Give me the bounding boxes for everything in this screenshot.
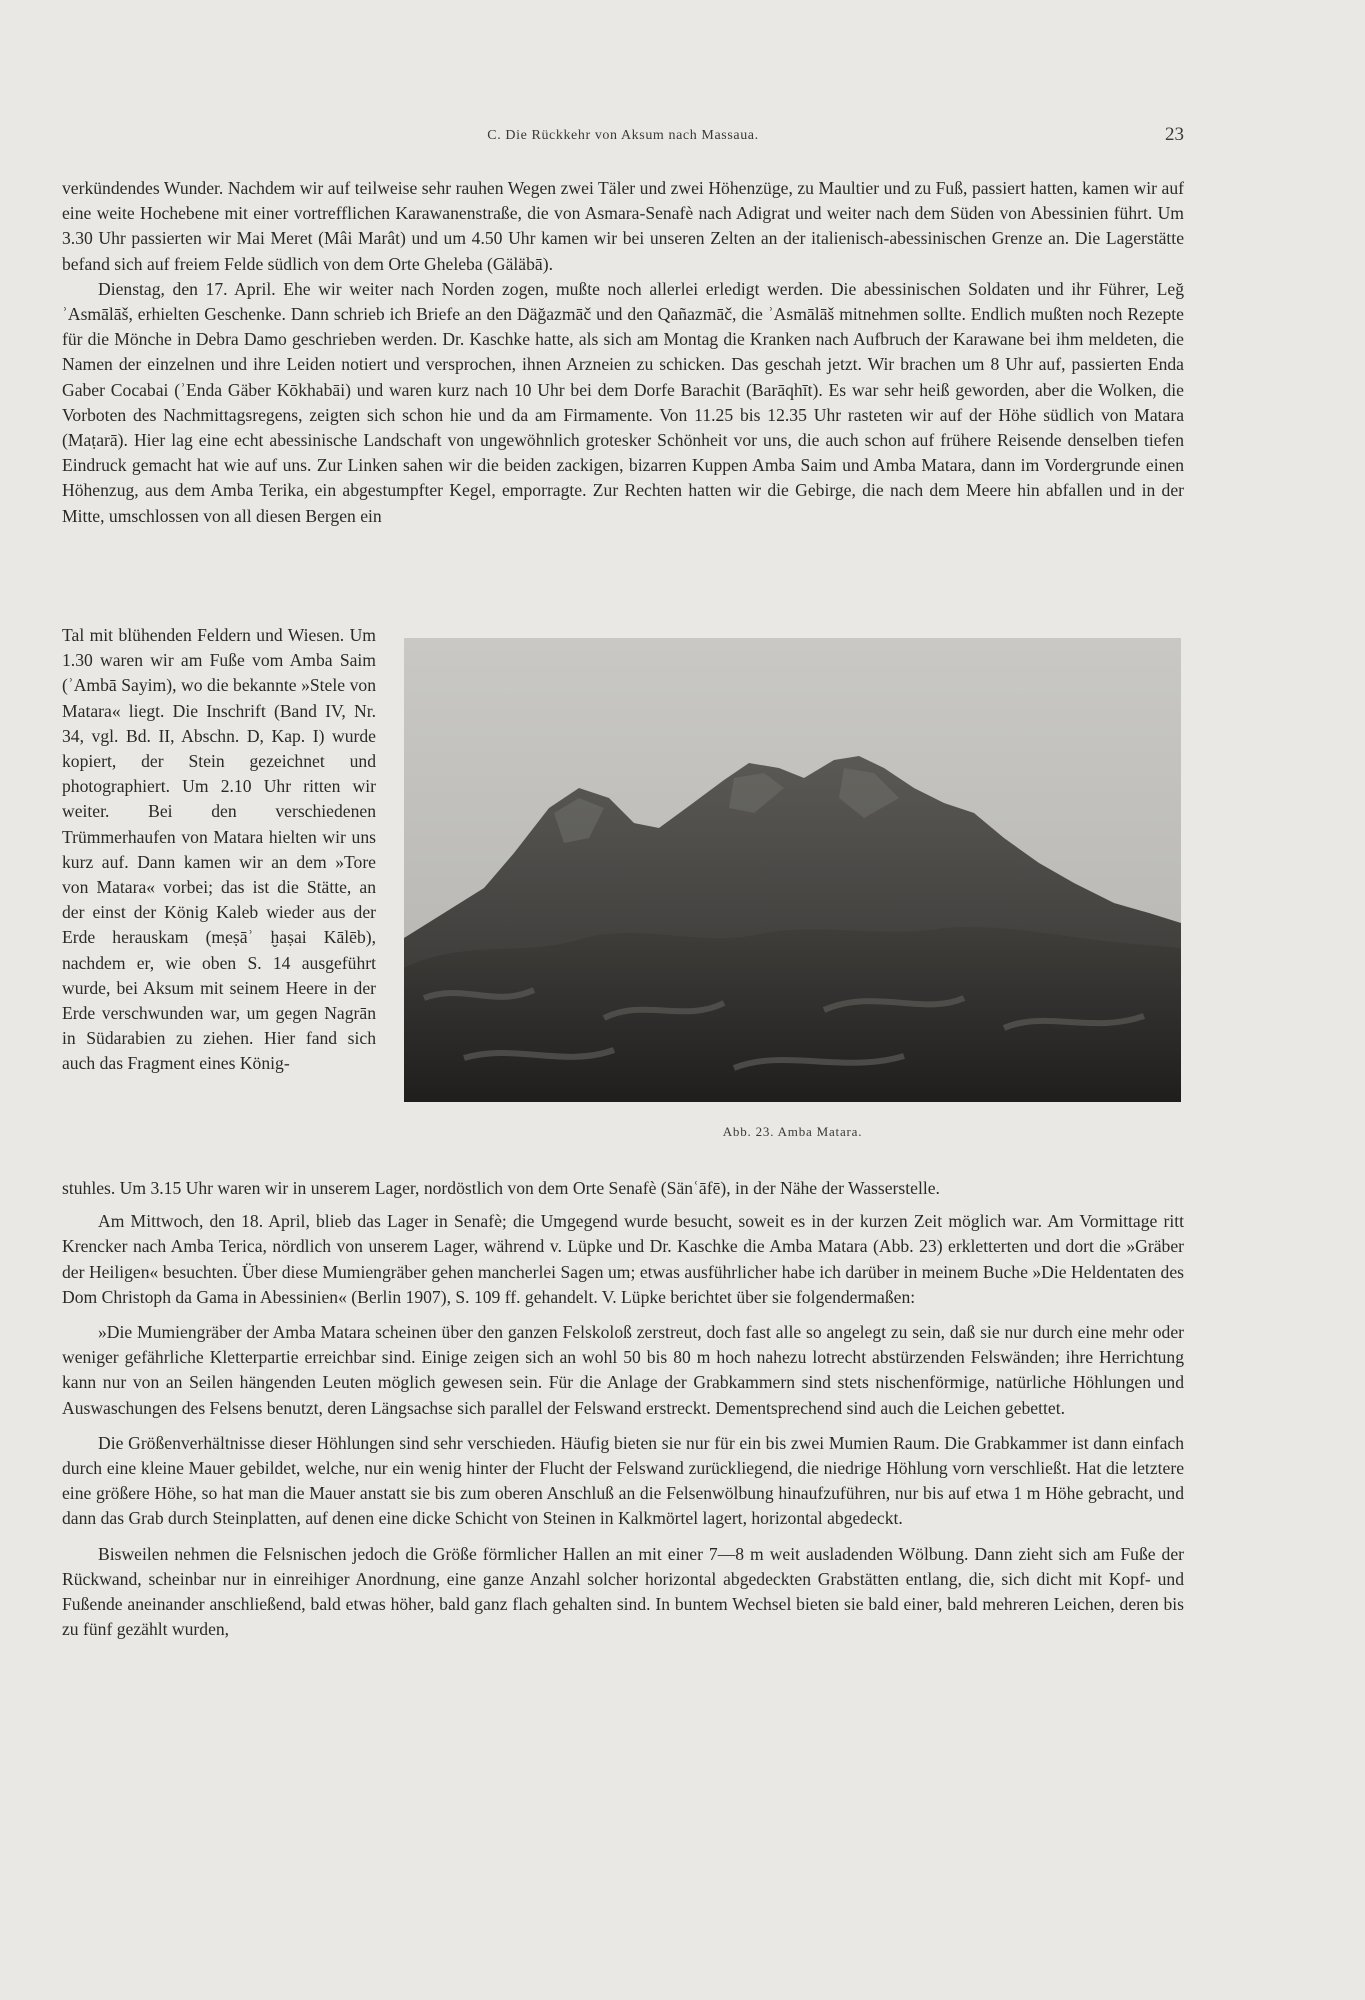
page-number: 23: [1165, 124, 1184, 145]
paragraph: verkündendes Wunder. Nachdem wir auf teilweise sehr rauhen Wegen zwei Täler und zwei Höhenzüge, zu Maultier und zu Fuß, passiert hatten, kamen wir auf eine weite Hochebene mit einer vortrefflichen Karawanenstraße, die von Asmara-Senafè nach Adigrat und weiter nach dem Süden von Abessinien führt. Um 3.30 Uhr passierten wir Mai Meret (Mâi Marât) und um 4.50 Uhr kamen wir bei unseren Zelten an der italienisch-abessinischen Grenze an. Die Lagerstätte befand sich auf freiem Felde südlich von dem Orte Gheleba (Gäläbā).: [62, 178, 1184, 274]
paragraph: Tal mit blühenden Feldern und Wiesen. Um 1.30 waren wir am Fuße vom Amba Saim (ʾAmbā Sayim), wo die bekannte »Stele von Matara« liegt. Die Inschrift (Band IV, Nr. 34, vgl. Bd. II, Abschn. D, Kap. I) wurde kopiert, der Stein gezeichnet und photographiert. Um 2.10 Uhr ritten wir weiter. Bei den verschiedenen Trümmerhaufen von Matara hielten wir uns kurz auf. Dann kamen wir an dem »Tore von Matara« vorbei; das ist die Stätte, an der einst der König Kaleb wieder aus der Erde herauskam (meṣāʾ ḫaṣai Kālēb), nachdem er, wie oben S. 14 ausgeführt wurde, bei Aksum mit seinem Heere in der Erde verschwunden war, um gegen Nagrān in Südarabien zu ziehen. Hier fand sich auch das Fragment eines König-: [62, 625, 376, 1074]
paragraph: Am Mittwoch, den 18. April, blieb das Lager in Senafè; die Umgegend wurde besucht, soweit es in der kurzen Zeit möglich war. Am Vormittage ritt Krencker nach Amba Terica, nördlich von unserem Lager, während v. Lüpke und Dr. Kaschke die Amba Matara (Abb. 23) erkletterten und dort die »Gräber der Heiligen« besuchten. Über diese Mumiengräber gehen mancherlei Sagen um; etwas ausführlicher habe ich darüber in meinem Buche »Die Heldentaten des Dom Christoph da Gama in Abessinien« (Berlin 1907), S. 109 ff. gehandelt. V. Lüpke berichtet über sie folgendermaßen:: [62, 1211, 1184, 1307]
left-column-text: [62, 623, 376, 1077]
paragraph: Bisweilen nehmen die Felsnischen jedoch die Größe förmlicher Hallen an mit einer 7—8 m weit ausladenden Wölbung. Dann zieht sich am Fuße der Rückwand, scheinbar nur in einreihiger Anordnung, eine ganze Anzahl solcher horizontal abgedeckten Grabstätten entlang, die, sich dicht mit Kopf- und Fußende aneinander anschließend, bald etwas höher, bald ganz flach gehalten sind. In buntem Wechsel bieten sie bald einer, bald mehreren Leichen, deren bis zu fünf gezählt wurden,: [62, 1543, 1184, 1640]
figure-amba-matara-photo: [404, 638, 1181, 1102]
paragraph: Dienstag, den 17. April. Ehe wir weiter nach Norden zogen, mußte noch allerlei erledigt werden. Die abessinischen Soldaten und ihr Führer, Leğ ʾAsmālāš, erhielten Geschenke. Dann schrieb ich Briefe an den Däğazmāč und den Qañazmāč, die ʾAsmālāš mitnehmen sollte. Endlich mußten noch Rezepte für die Mönche in Debra Damo geschrieben werden. Dr. Kaschke hatte, als sich am Montag die Kranken nach Aufbruch der Karawane bei ihm meldeten, die Namen der einzelnen und ihre Leiden notiert und versprochen, ihnen Arzneien zu schicken. Das geschah jetzt. Wir brachen um 8 Uhr auf, passierten Enda Gaber Cocabai (ʾEnda Gäber Kōkhabāi) und waren kurz nach 10 Uhr bei dem Dorfe Barachit (Barāqhīt). Es war sehr heiß geworden, aber die Wolken, die Vorboten des Nachmittagsregens, zeigten sich schon hie und da am Firmamente. Von 11.25 bis 12.35 Uhr rasteten wir auf der Höhe südlich von Matara (Maṭarā). Hier lag eine echt abessinische Landschaft von ungewöhnlich grotesker Schönheit vor uns, die auch schon auf frühere Reisende denselben tiefen Eindruck gemacht hat wie auf uns. Zur Linken sahen wir die beiden zackigen, bizarren Kuppen Amba Saim und Amba Matara, dann im Vordergrunde einen Höhenzug, aus dem Amba Terika, ein abgestumpfter Kegel, emporragte. Zur Rechten hatten wir die Gebirge, die nach dem Meere hin abfallen und in der Mitte, umschlossen von all diesen Bergen ein: [62, 278, 1184, 526]
foreground-scrub: [404, 927, 1181, 1102]
figure-caption: Abb. 23. Amba Matara.: [722, 1124, 863, 1139]
top-text-block: [62, 176, 1184, 529]
paragraph: Die Größenverhältnisse dieser Höhlungen sind sehr verschieden. Häufig bieten sie nur für ein bis zwei Mumien Raum. Die Grabkammer ist dann einfach durch eine kleine Mauer gebildet, welche, nur ein wenig hinter der Flucht der Felswand zurückliegend, die niedrige Höhlung vorn verschließt. Hat die letztere eine größere Höhe, so hat man die Mauer anstatt sie bis zum oberen Anschluß an die Felsenwölbung hinaufzuführen, nur bis auf etwa 1 m Höhe gebracht, und dann das Grab durch Steinplatten, auf denen eine dicke Schicht von Steinen in Kalkmörtel lagert, horizontal abgedeckt.: [62, 1432, 1184, 1529]
running-head: C. Die Rückkehr von Aksum nach Massaua.: [487, 128, 759, 143]
after-figure-text: [62, 1176, 1184, 1642]
quoted-report: [62, 1320, 1184, 1642]
paragraph: »Die Mumiengräber der Amba Matara scheinen über den ganzen Felskoloß zerstreut, doch fast alle so angelegt zu sein, daß sie nur durch eine mehr oder weniger gefährliche Kletterpartie erreichbar sind. Einige zeigen sich an wohl 50 bis 80 m hoch nahezu lotrecht abstürzenden Felswänden; ihre Herrichtung kann nur von an Seilen hängenden Leuten möglich gewesen sein. Für die Anlage der Grabkammern sind stets nischenförmige, natürliche Höhlungen und Auswaschungen des Felsens benutzt, deren Längsachse sich parallel der Felswand erstreckt. Dementsprechend sind auch die Leichen gebettet.: [62, 1322, 1184, 1418]
paragraph: stuhles. Um 3.15 Uhr waren wir in unserem Lager, nordöstlich von dem Orte Senafè (Sänʿāfē), in der Nähe der Wasserstelle.: [62, 1178, 940, 1198]
page-header: [62, 124, 1184, 152]
mountain-photo: [404, 638, 1181, 1102]
